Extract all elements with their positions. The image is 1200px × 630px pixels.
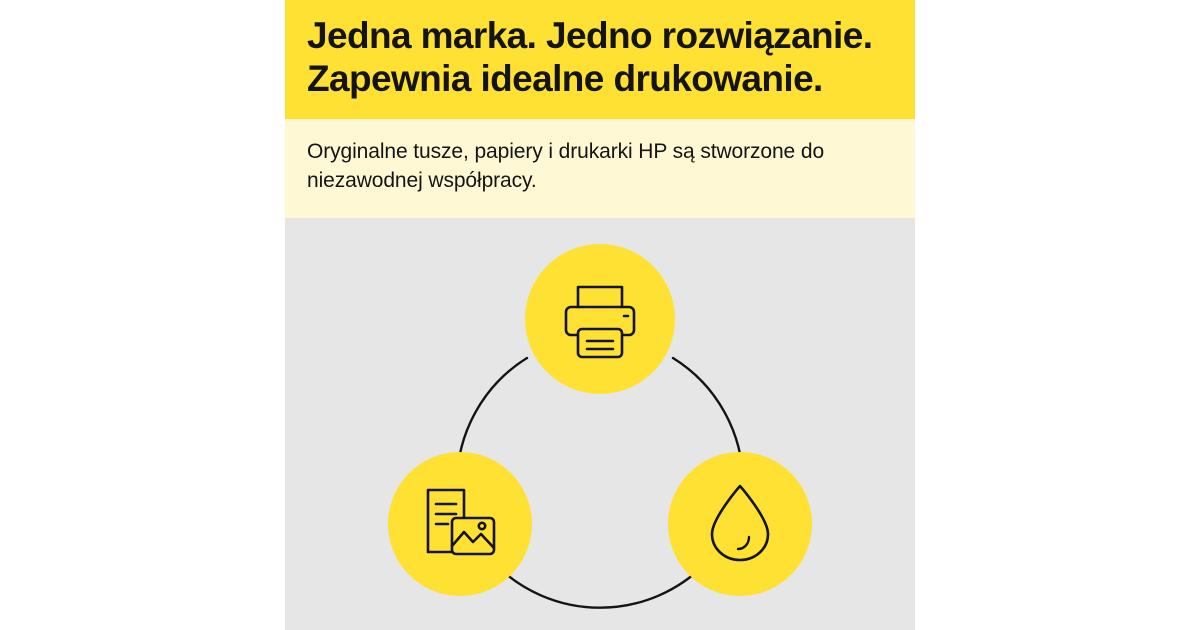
subhead-band <box>285 119 915 219</box>
page-title <box>307 14 893 101</box>
subhead-line-2: niezawodnej współpracy. <box>307 169 537 193</box>
headline-line-2: Zapewnia idealne drukowanie. <box>307 58 823 100</box>
headline-band <box>285 0 915 119</box>
headline-line-1: Jedna marka. Jedno rozwiązanie. <box>307 15 873 56</box>
illustration-area <box>285 218 915 630</box>
page-subtitle <box>307 137 893 197</box>
subhead-line-1: Oryginalne tusze, papiery i drukarki HP są stworzone do <box>307 139 825 163</box>
ink-node-circle <box>668 452 812 596</box>
printer-node-circle <box>525 244 675 394</box>
diagram-node-paper <box>388 452 532 596</box>
arc-bottom-connector <box>495 564 705 608</box>
diagram-node-ink <box>668 452 812 596</box>
content-column <box>285 0 915 630</box>
diagram-node-printer <box>525 244 675 394</box>
ecosystem-diagram <box>385 234 815 614</box>
